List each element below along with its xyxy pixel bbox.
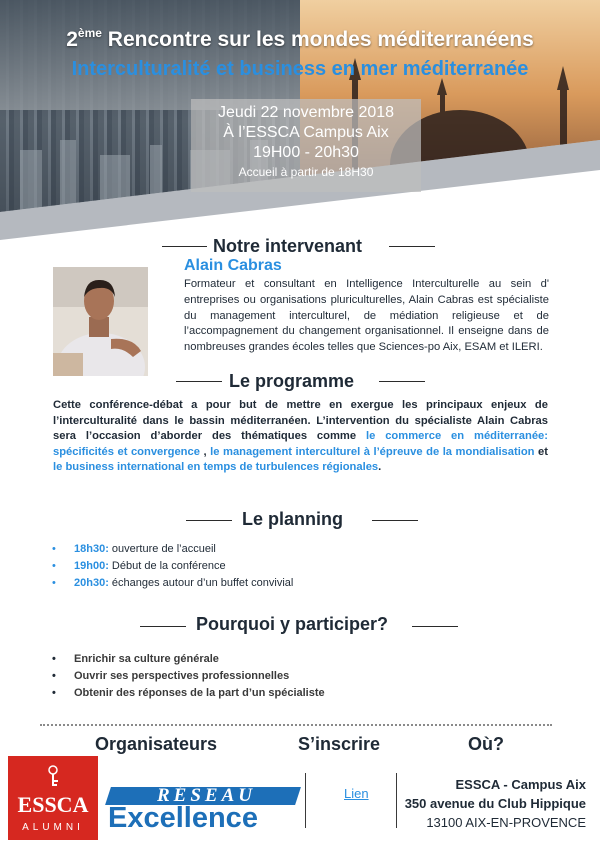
venue-address [405, 775, 586, 832]
register-link[interactable]: Lien [344, 786, 369, 801]
venue-name: ESSCA - Campus Aix [455, 777, 586, 792]
speaker-heading: Notre intervenant [213, 236, 363, 256]
speaker-name: Alain Cabras [184, 257, 282, 274]
event-place: À l’ESSCA Campus Aix [223, 124, 389, 141]
why-item: • Enrichir sa culture générale [52, 653, 219, 665]
topic-commerce: le commerce en méditerranée: spécificités et convergence [53, 430, 548, 458]
bullet-icon: • [52, 577, 56, 589]
topic-management: le management interculturel à l’épreuve de la mondialisation [210, 445, 535, 458]
hero-banner [0, 0, 600, 270]
event-time: 19H00 - 20h30 [253, 144, 359, 161]
bullet-icon: • [52, 670, 56, 682]
heading-rule-left [186, 520, 232, 521]
speaker-bio: Formateur et consultant en Intelligence Interculturelle au sein d' entreprises ou organisations pluriculturelles, Alain Cabras est spécialiste du management interculturel, de médiation religieuse et de l’accompagnement du changement organisationnel. Il enseigne dans de nombreuses grandes écoles telles que Sciences-po Aix, ESAM et ILERI. [184, 278, 549, 354]
why-list [52, 651, 325, 702]
speaker-photo [53, 267, 148, 376]
bullet-icon: • [52, 687, 56, 699]
essca-logo-alumni: ALUMNI [22, 822, 84, 833]
planning-heading: Le planning [242, 509, 343, 529]
bullet-icon: • [52, 653, 56, 665]
heading-rule-right [372, 520, 418, 521]
planning-list [52, 541, 293, 592]
organisers-heading: Organisateurs [95, 734, 218, 754]
heading-rule-left [176, 381, 222, 382]
topic-business: le business international en temps de turbulences régionales [53, 461, 379, 473]
bullet-icon: • [52, 560, 56, 572]
footer-separator [305, 773, 306, 828]
venue-street: 350 avenue du Club Hippique [404, 796, 586, 811]
reseau-logo-text: RÉSEAU [157, 785, 256, 806]
event-info-box [191, 99, 421, 192]
crest-icon [45, 764, 61, 788]
essca-logo-name: ESSCA [17, 792, 89, 817]
where-heading: Où? [468, 734, 504, 754]
why-item: • Obtenir des réponses de la part d’un spécialiste [52, 687, 325, 699]
venue-city: 13100 AIX-EN-PROVENCE [426, 815, 586, 830]
footer-separator [396, 773, 397, 828]
heading-rule-right [389, 246, 435, 247]
register-heading: S’inscrire [298, 734, 381, 754]
planning-item: • 18h30: ouverture de l’accueil [52, 543, 216, 555]
planning-item: • 20h30: échanges autour d’un buffet convivial [52, 577, 294, 589]
why-item: • Ouvrir ses perspectives professionnelles [52, 670, 290, 682]
programme-description: Cette conférence-débat a pour but de mettre en exergue les principaux enjeux de l’interculturalité dans le bassin méditerranéen. L’intervention du spécialiste Alain Cabras sera l’occasion d’aborder des thématiques comme le commerce en méditerranée: spécificités et convergence , le management interculturel à l’épreuve de la mondialisation et le business international en temps de turbulences régionales. [53, 399, 548, 473]
programme-heading: Le programme [229, 371, 355, 391]
title-superscript: ème [77, 26, 102, 40]
footer-divider [40, 724, 552, 726]
event-welcome: Accueil à partir de 18H30 [238, 165, 374, 179]
event-date: Jeudi 22 novembre 2018 [217, 104, 395, 121]
excellence-logo-text: Excellence [108, 802, 258, 834]
heading-rule-left [162, 246, 207, 247]
essca-alumni-logo [8, 756, 98, 840]
planning-item: • 19h00: Début de la conférence [52, 560, 226, 572]
heading-rule-right [412, 626, 458, 627]
why-heading: Pourquoi y participer? [196, 614, 389, 634]
bullet-icon: • [52, 543, 56, 555]
event-title: 2ème Rencontre sur les mondes méditerranéens [66, 26, 534, 51]
event-subtitle: Interculturalité et business en mer méditerranée [71, 58, 529, 80]
heading-rule-right [379, 381, 425, 382]
heading-rule-left [140, 626, 186, 627]
